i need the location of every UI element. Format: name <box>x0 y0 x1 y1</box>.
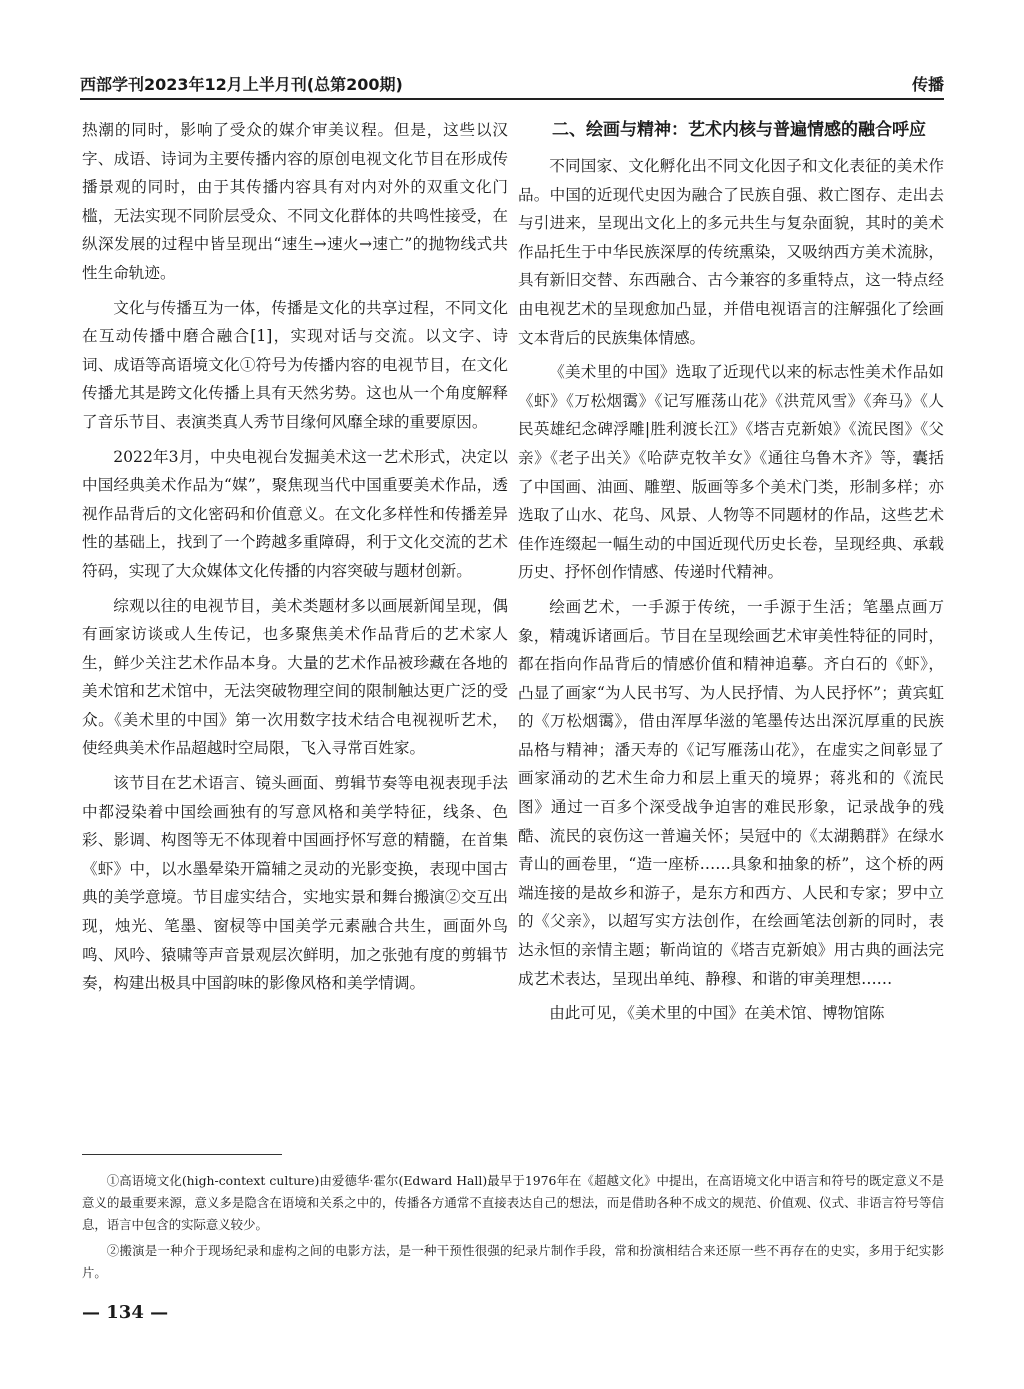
footnotes <box>82 1170 944 1288</box>
paragraph: 热潮的同时，影响了受众的媒介审美议程。但是，这些以汉字、成语、诗词为主要传播内容的原创电视文化节目在形成传播景观的同时，由于其传播内容具有对内对外的双重文化门槛，无法实现不同阶层受众、不同文化群体的共鸣性接受，在纵深发展的过程中皆呈现出“速生→速火→速亡”的抛物线式共性生命轨迹。 <box>82 121 508 282</box>
paragraph: 2022年3月，中央电视台发掘美术这一艺术形式，决定以中国经典美术作品为“媒”，聚焦现当代中国重要美术作品，透视作品背后的文化密码和价值意义。在文化多样性和传播差异性的基础上，找到了一个跨越多重障碍，利于文化交流的艺术符码，实现了大众媒体文化传播的内容突破与题材创新。 <box>82 447 508 580</box>
page-header <box>80 64 944 100</box>
paragraph: 不同国家、文化孵化出不同文化因子和文化表征的美术作品。中国的近现代史因为融合了民族自强、救亡图存、走出去与引进来，呈现出文化上的多元共生与复杂面貌，其时的美术作品托生于中华民族深厚的传统熏染，又吸纳西方美术流脉，具有新旧交替、东西融合、古今兼容的多重特点，这一特点经由电视艺术的呈现愈加凸显，并借电视语言的注解强化了绘画文本背后的民族集体情感。 <box>518 157 944 347</box>
paragraph: 文化与传播互为一体，传播是文化的共享过程，不同文化在互动传播中磨合融合[1]，实现对话与交流。以文字、诗词、成语等高语境文化①符号为传播内容的电视节目，在文化传播尤其是跨文化传播上具有天然劣势。这也从一个角度解释了音乐节目、表演类真人秀节目缘何风靡全球的重要原因。 <box>82 298 508 431</box>
paragraph: 该节目在艺术语言、镜头画面、剪辑节奏等电视表现手法中都浸染着中国绘画独有的写意风格和美学特征，线条、色彩、影调、构图等无不体现着中国画抒怀写意的精髓，在首集《虾》中，以水墨晕染开篇辅之灵动的光影变换，表现中国古典的美学意境。节目虚实结合，实地实景和舞台搬演②交互出现，烛光、笔墨、窗棂等中国美学元素融合共生，画面外鸟鸣、风吟、猿啸等声音景观层次鲜明，加之张弛有度的剪辑节奏，构建出极具中国韵味的影像风格和美学情调。 <box>82 774 508 993</box>
section-heading: 二、绘画与精神：艺术内核与普遍情感的融合呼应 <box>552 120 926 140</box>
journal-title: 西部学刊2023年12月上半月刊(总第200期) <box>80 75 403 94</box>
section-name: 传播 <box>911 75 944 94</box>
paragraph: 《美术里的中国》选取了近现代以来的标志性美术作品如《虾》《万松烟霭》《记写雁荡山花》《洪荒风雪》《奔马》《人民英雄纪念碑浮雕|胜利渡长江》《塔吉克新娘》《流民图》《父亲》《老子出关》《哈萨克牧羊女》《通往乌鲁木齐》等，囊括了中国画、油画、雕塑、版画等多个美术门类，形制多样；亦选取了山水、花鸟、风景、人物等不同题材的作品，这些艺术佳作连缀起一幅生动的中国近现代历史长卷，呈现经典、承载历史、抒怀创作情感、传递时代精神。 <box>518 363 944 582</box>
paragraph: 综观以往的电视节目，美术类题材多以画展新闻呈现，偶有画家访谈或人生传记，也多聚焦美术作品背后的艺术家人生，鲜少关注艺术作品本身。大量的艺术作品被珍藏在各地的美术馆和艺术馆中，无法突破物理空间的限制触达更广泛的受众。《美术里的中国》第一次用数字技术结合电视视听艺术，使经典美术作品超越时空局限，飞入寻常百姓家。 <box>82 596 508 758</box>
page-number: — 134 — <box>82 1302 169 1323</box>
footnote: ①高语境文化(high-context culture)由爱德华·霍尔(Edward Hall)最早于1976年在《超越文化》中提出，在高语境文化中语言和符号的既定意义不是意义的最重要来源，意义多是隐含在语境和关系之中的，传播各方通常不直接表达自己的想法，而是借助各种不成文的规范、价值观、仪式、非语言符号等信息，语言中包含的实际意义较少。 <box>82 1173 944 1232</box>
footnote: ②搬演是一种介于现场纪录和虚构之间的电影方法，是一种干预性很强的纪录片制作手段，常和扮演相结合来还原一些不再存在的史实，多用于纪实影片。 <box>82 1243 944 1280</box>
paragraph: 绘画艺术，一手源于传统，一手源于生活；笔墨点画万象，精魂诉诸画后。节目在呈现绘画艺术审美性特征的同时，都在指向作品背后的情感价值和精神追摹。齐白石的《虾》，凸显了画家“为人民书写、为人民抒情、为人民抒怀”；黄宾虹的《万松烟霭》，借由浑厚华滋的笔墨传达出深沉厚重的民族品格与精神；潘天寿的《记写雁荡山花》，在虚实之间彰显了画家涌动的艺术生命力和层上重天的境界；蒋兆和的《流民图》通过一百多个深受战争迫害的难民形象，记录战争的残酷、流民的哀伤这一普遍关怀；吴冠中的《太湖鹅群》在绿水青山的画卷里，“造一座桥……具象和抽象的桥”，这个桥的两端连接的是故乡和游子，是东方和西方、人民和专家；罗中立的《父亲》，以超写实方法创作，在绘画笔法创新的同时，表达永恒的亲情主题；靳尚谊的《塔吉克新娘》用古典的画法完成艺术表达，呈现出单纯、静穆、和谐的审美理想…… <box>518 597 944 988</box>
right-column <box>518 116 944 1034</box>
paragraph: 由此可见，《美术里的中国》在美术馆、博物馆陈 <box>549 1004 885 1023</box>
left-column <box>82 116 508 1004</box>
footnote-divider <box>82 1154 282 1155</box>
